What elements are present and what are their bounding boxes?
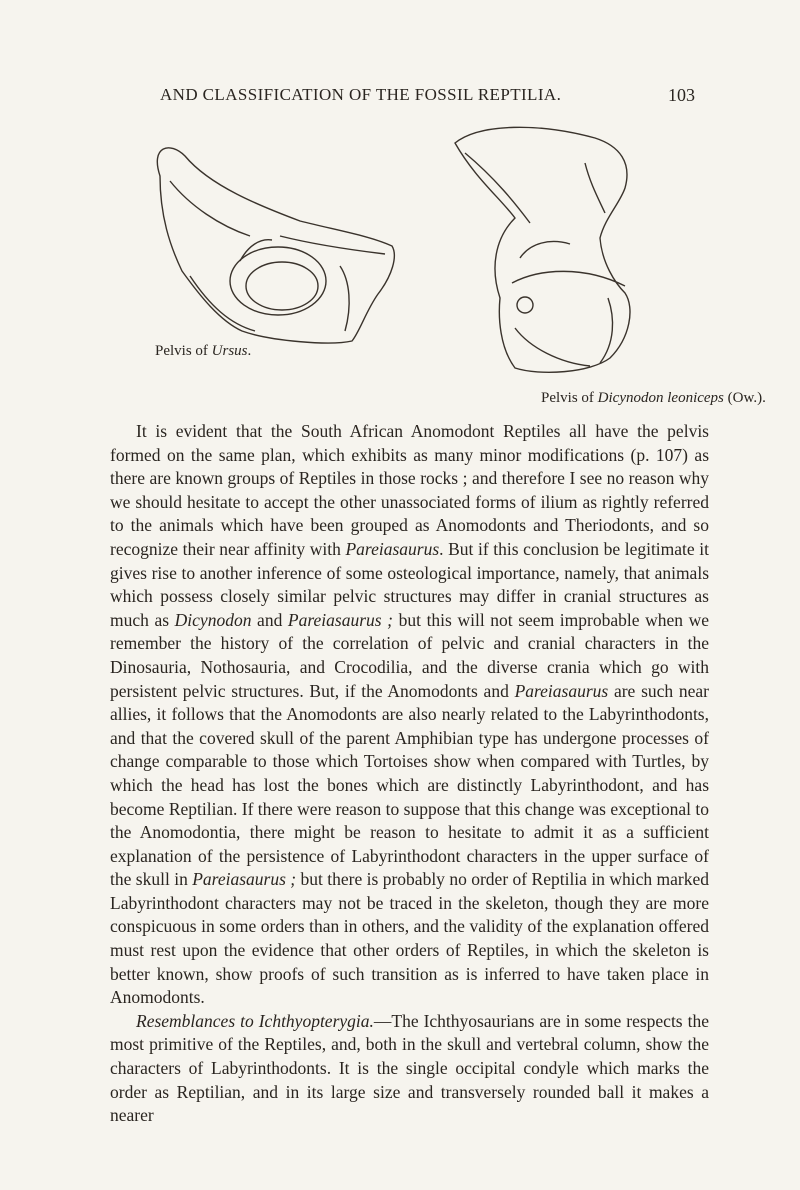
- running-title: AND CLASSIFICATION OF THE FOSSIL REPTILIA.: [160, 85, 562, 104]
- section-heading: Resemblances to Ichthyopterygia.: [136, 1010, 374, 1031]
- pelvis-dicynodon-figure: [420, 118, 680, 388]
- running-head: [0, 85, 800, 109]
- body-text: [110, 420, 709, 1128]
- paragraph-ichthyopterygia: Resemblances to Ichthyopterygia.—The Ichthyosaurians are in some respects the most primitive of the Reptiles, and, both in the skull and vertebral column, show the characters of Labyrinthodonts. It is the single occipital condyle which marks the order as Reptilian, and in its large size and transversely rounded ball it makes a nearer: [110, 1010, 709, 1126]
- paragraph-pelvis: It is evident that the South African Anomodont Reptiles all have the pelvis formed on the same plan, which exhibits as many minor modifications (p. 107) as there are known groups of Reptiles in those rocks ; and therefore I see no reason why we should hesitate to accept the other unassociated forms of ilium as rightly referred to the animals which have been grouped as Anomodonts and Theriodonts, and so recognize their near affinity with Pareiasaurus. But if this conclusion be legitimate it gives rise to another inference of some osteological importance, namely, that animals which possess closely similar pelvic structures may differ in cranial structures as much as Dicynodon and Pareiasaurus ; but this will not seem improbable when we remember the history of the correlation of pelvic and cranial characters in the Dinosauria, Nothosauria, and Crocodilia, and the diverse crania which go with persistent pelvic structures. But, if the Anomodonts and Pareiasaurus are such near allies, it follows that the Anomodonts are also nearly related to the Labyrinthodonts, and that the covered skull of the parent Amphibian type has undergone processes of change comparable to those which Tortoises show when compared with Turtles, by which the head has lost the bones which are distinctly Labyrinthodont, and has become Reptilian. If there were reason to suppose that this change was exceptional to the Anomodontia, there might be reason to hesitate to admit it as a sufficient explanation of the persistence of Labyrinthodont characters in the upper surface of the skull in Pareiasaurus ; but there is probably no order of Reptilia in which marked Labyrinthodont characters may not be traced in the skeleton, though they are more conspicuous in some orders than in others, and the validity of the explanation offered must rest upon the evidence that other orders of Reptiles, in which the skeleton is better known, show proofs of such transition as is inferred to have taken place in Anomodonts.: [110, 421, 709, 1008]
- dicynodon-caption: Pelvis of Dicynodon leoniceps (Ow.).: [541, 390, 766, 406]
- pelvis-ursus-figure: [130, 136, 400, 376]
- ursus-caption: Pelvis of Ursus.: [155, 343, 252, 359]
- page-number: 103: [668, 85, 695, 105]
